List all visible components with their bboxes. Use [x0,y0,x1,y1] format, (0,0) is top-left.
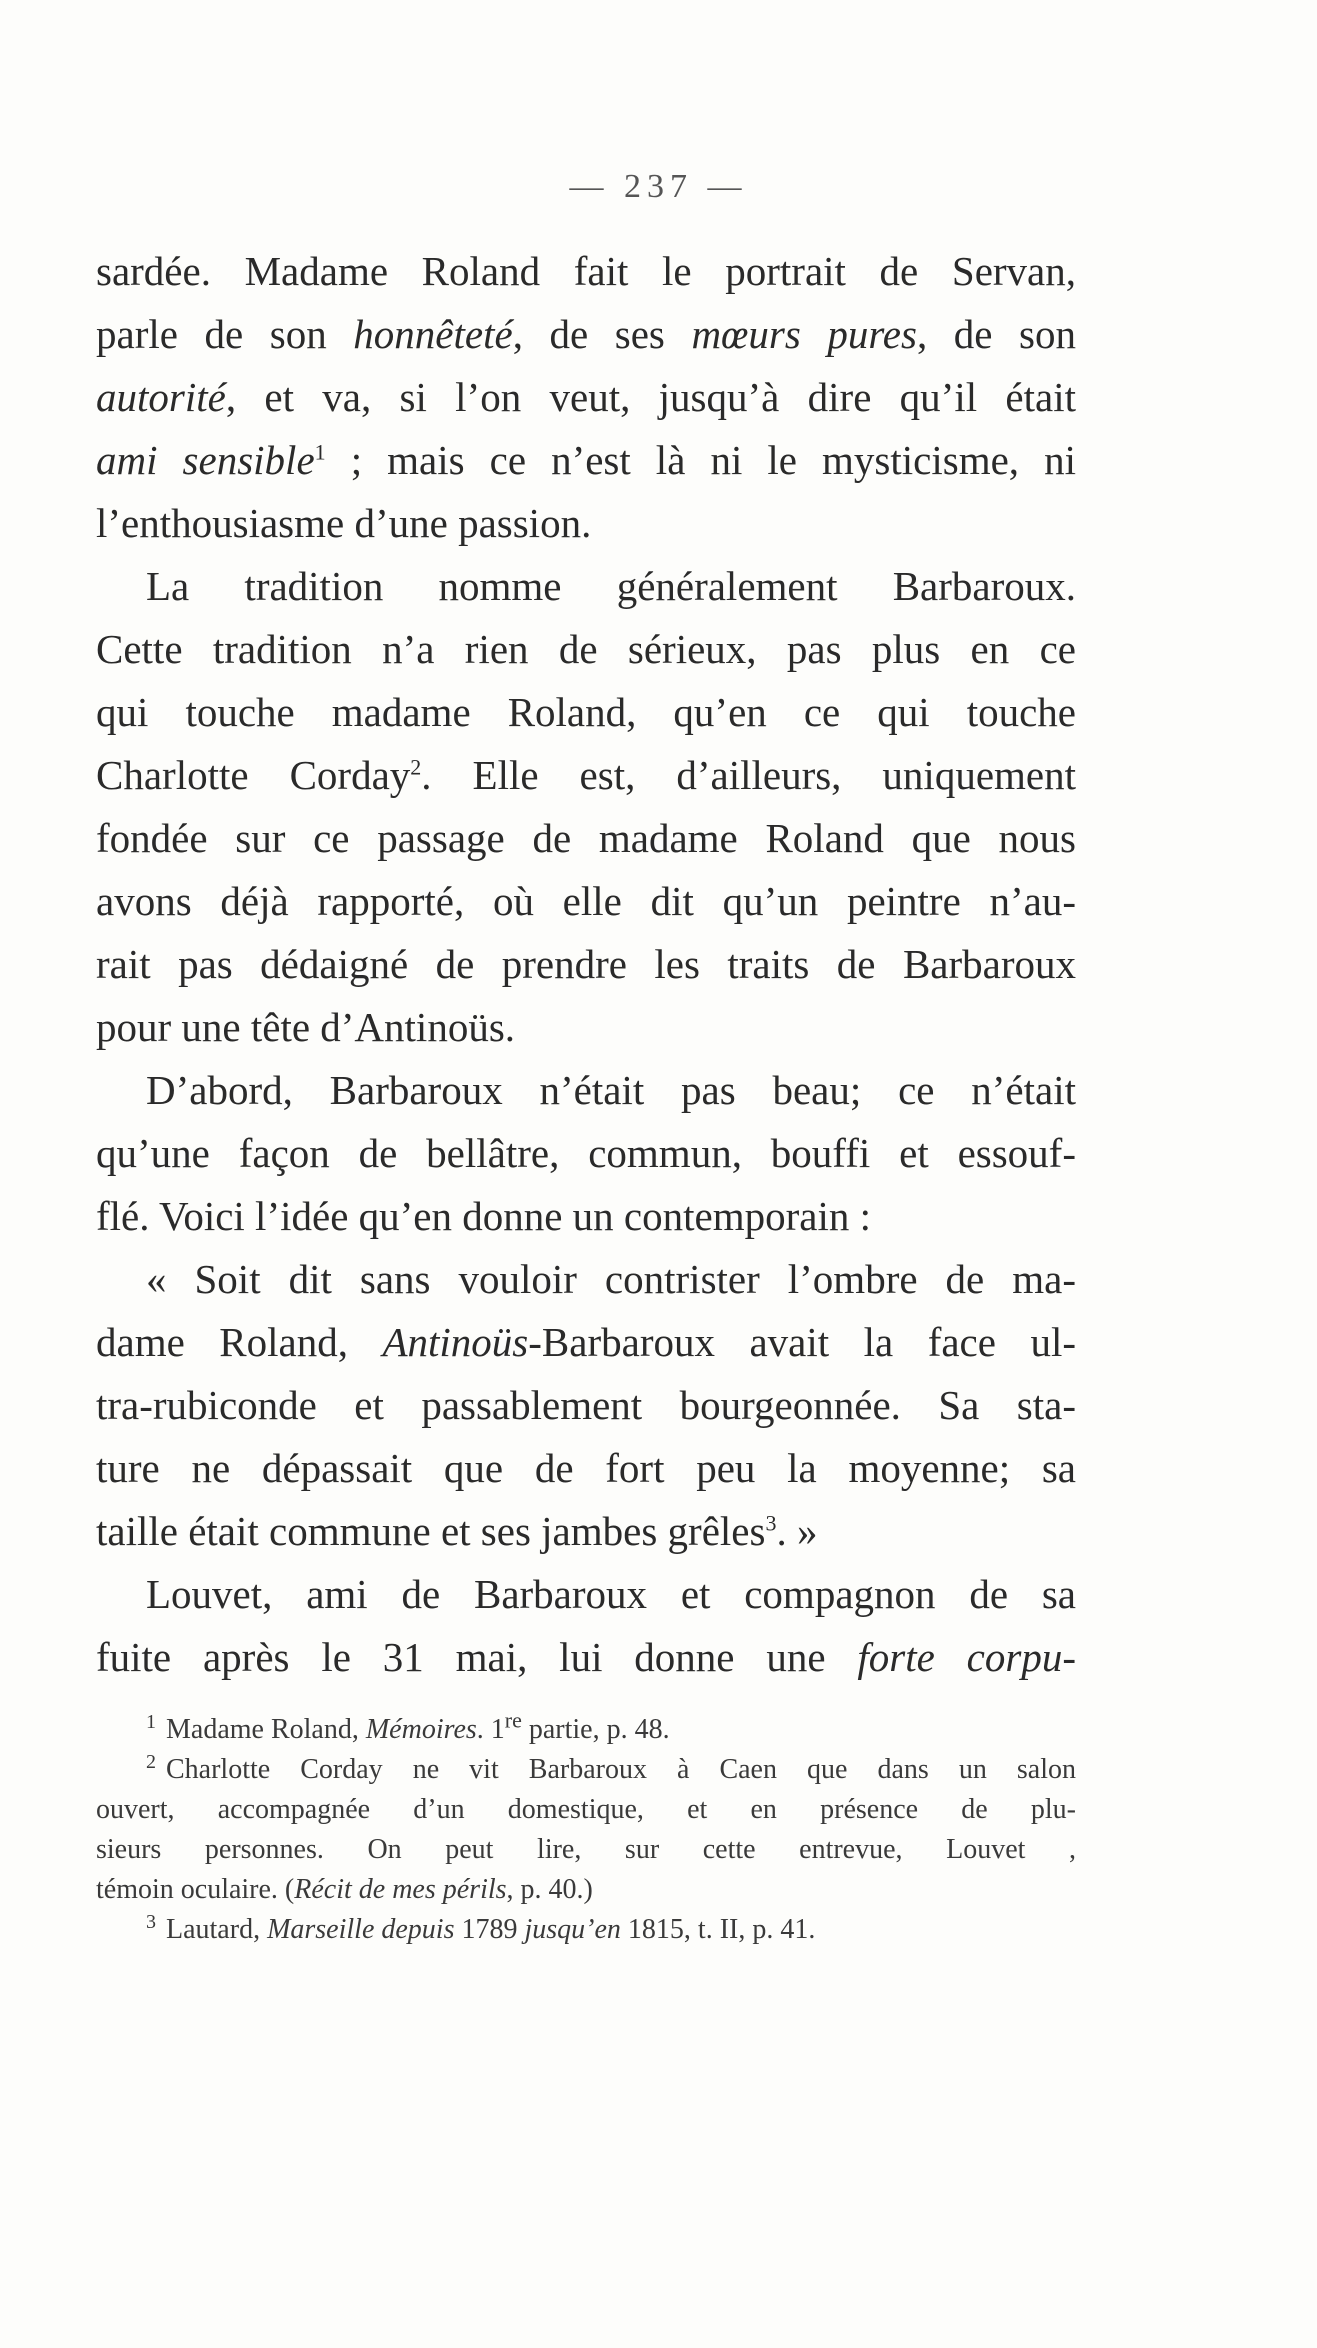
footnote-line [96,1830,1076,1870]
text-run: . » [776,1508,818,1554]
text-run: , de son [916,311,1077,357]
text-line [96,1311,1076,1374]
footnote-reference: 2 [410,754,422,780]
text-line [96,744,1076,807]
text-line [96,1185,1076,1248]
text-line [96,429,1076,492]
text-line [96,492,1076,555]
text-line [96,618,1076,681]
footnote-line [96,1910,1076,1950]
italic-text: mœurs pures [691,311,917,357]
text-run: parle de son [96,311,354,357]
text-run: . Elle est, d’ailleurs, uniquement [421,752,1076,798]
footnote-line [96,1750,1076,1790]
text-run: 1815, t. II, p. 41. [620,1914,816,1945]
text-run: -Barbaroux avait la face ul- [528,1319,1076,1365]
text-run: partie, p. 48. [521,1714,670,1745]
footnote-line [96,1707,1076,1750]
footnote-number: 2 [146,1750,156,1773]
text-run: ouvert, accompagnée d’un domestique, et en présence de plu- [96,1794,1076,1825]
text-run: , de ses [512,311,692,357]
text-run: fondée sur ce passage de madame Roland que nous [96,815,1076,861]
text-run: qu’une façon de bellâtre, commun, bouffi et essouf- [96,1130,1076,1176]
footnote-reference: 1 [314,439,326,465]
text-run: Cette tradition n’a rien de sérieux, pas plus en ce [96,626,1076,672]
footnote-number: 1 [146,1710,156,1733]
footnote-reference: re [504,1707,522,1733]
text-run: l’enthousiasme d’une passion. [96,500,592,546]
text-line [96,1248,1076,1311]
italic-text: jusqu’en [524,1914,621,1945]
text-line [96,681,1076,744]
text-run: fuite après le 31 mai, lui donne une [96,1634,858,1680]
italic-text: Antinoüs [382,1319,529,1365]
text-run: , et va, si l’on veut, jusqu’à dire qu’il était [225,374,1076,420]
text-run: « Soit dit sans vouloir contrister l’ombre de ma- [146,1256,1076,1302]
text-line [96,807,1076,870]
italic-text: honnêteté [353,311,513,357]
footnotes [96,1707,1076,1950]
text-run: Lautard, [166,1914,268,1945]
text-run: taille était commune et ses jambes grêles [96,1508,766,1554]
text-run: ; mais ce n’est là ni le mysticisme, ni [325,437,1076,483]
italic-text: Récit de mes périls [294,1874,507,1905]
text-run: Madame Roland, [166,1714,366,1745]
text-line [96,870,1076,933]
text-run: pour une tête d’Antinoüs. [96,1004,516,1050]
italic-text: Marseille depuis [267,1914,455,1945]
footnote-reference: 3 [765,1510,777,1536]
text-line [96,1122,1076,1185]
text-line [96,1626,1076,1689]
text-run: D’abord, Barbaroux n’était pas beau; ce n’était [146,1067,1076,1113]
text-line [96,240,1076,303]
text-run: qui touche madame Roland, qu’en ce qui touche [96,689,1076,735]
text-run: ture ne dépassait que de fort peu la moyenne; sa [96,1445,1076,1491]
page-number: — 237 — [569,168,748,205]
text-run: dame Roland, [96,1319,383,1365]
footnote-number: 3 [146,1910,156,1933]
text-line [96,1437,1076,1500]
footnote-line [96,1790,1076,1830]
italic-text: autorité [96,374,226,420]
text-run: 1789 [454,1914,525,1945]
text-line [96,1563,1076,1626]
italic-text: forte corpu- [857,1634,1076,1680]
text-run: Charlotte Corday [96,752,411,798]
text-line [96,555,1076,618]
text-line [96,303,1076,366]
text-line [96,1374,1076,1437]
text-run: La tradition nomme généralement Barbaroux. [146,563,1076,609]
text-run: sardée. Madame Roland fait le portrait de Servan, [96,248,1076,294]
text-run: Louvet, ami de Barbaroux et compagnon de sa [146,1571,1076,1617]
footnote-line [96,1870,1076,1910]
text-run: , p. 40.) [506,1874,593,1905]
italic-text: ami sensible [96,437,315,483]
text-run: avons déjà rapporté, où elle dit qu’un peintre n’au- [96,878,1076,924]
text-run: sieurs personnes. On peut lire, sur cette entrevue, Louvet , [96,1834,1076,1865]
text-line [96,996,1076,1059]
text-run: . 1 [476,1714,505,1745]
italic-text: Mémoires [365,1714,477,1745]
text-run: témoin oculaire. ( [96,1874,295,1905]
text-line [96,366,1076,429]
text-line [96,933,1076,996]
text-run: flé. Voici l’idée qu’en donne un contemporain : [96,1193,871,1239]
body-text [96,240,1076,1689]
text-run: rait pas dédaigné de prendre les traits de Barbaroux [96,941,1076,987]
text-line [96,1059,1076,1122]
text-run: Charlotte Corday ne vit Barbaroux à Caen que dans un salon [166,1754,1076,1785]
text-run: tra-rubiconde et passablement bourgeonnée. Sa sta- [96,1382,1076,1428]
text-line [96,1500,1076,1563]
